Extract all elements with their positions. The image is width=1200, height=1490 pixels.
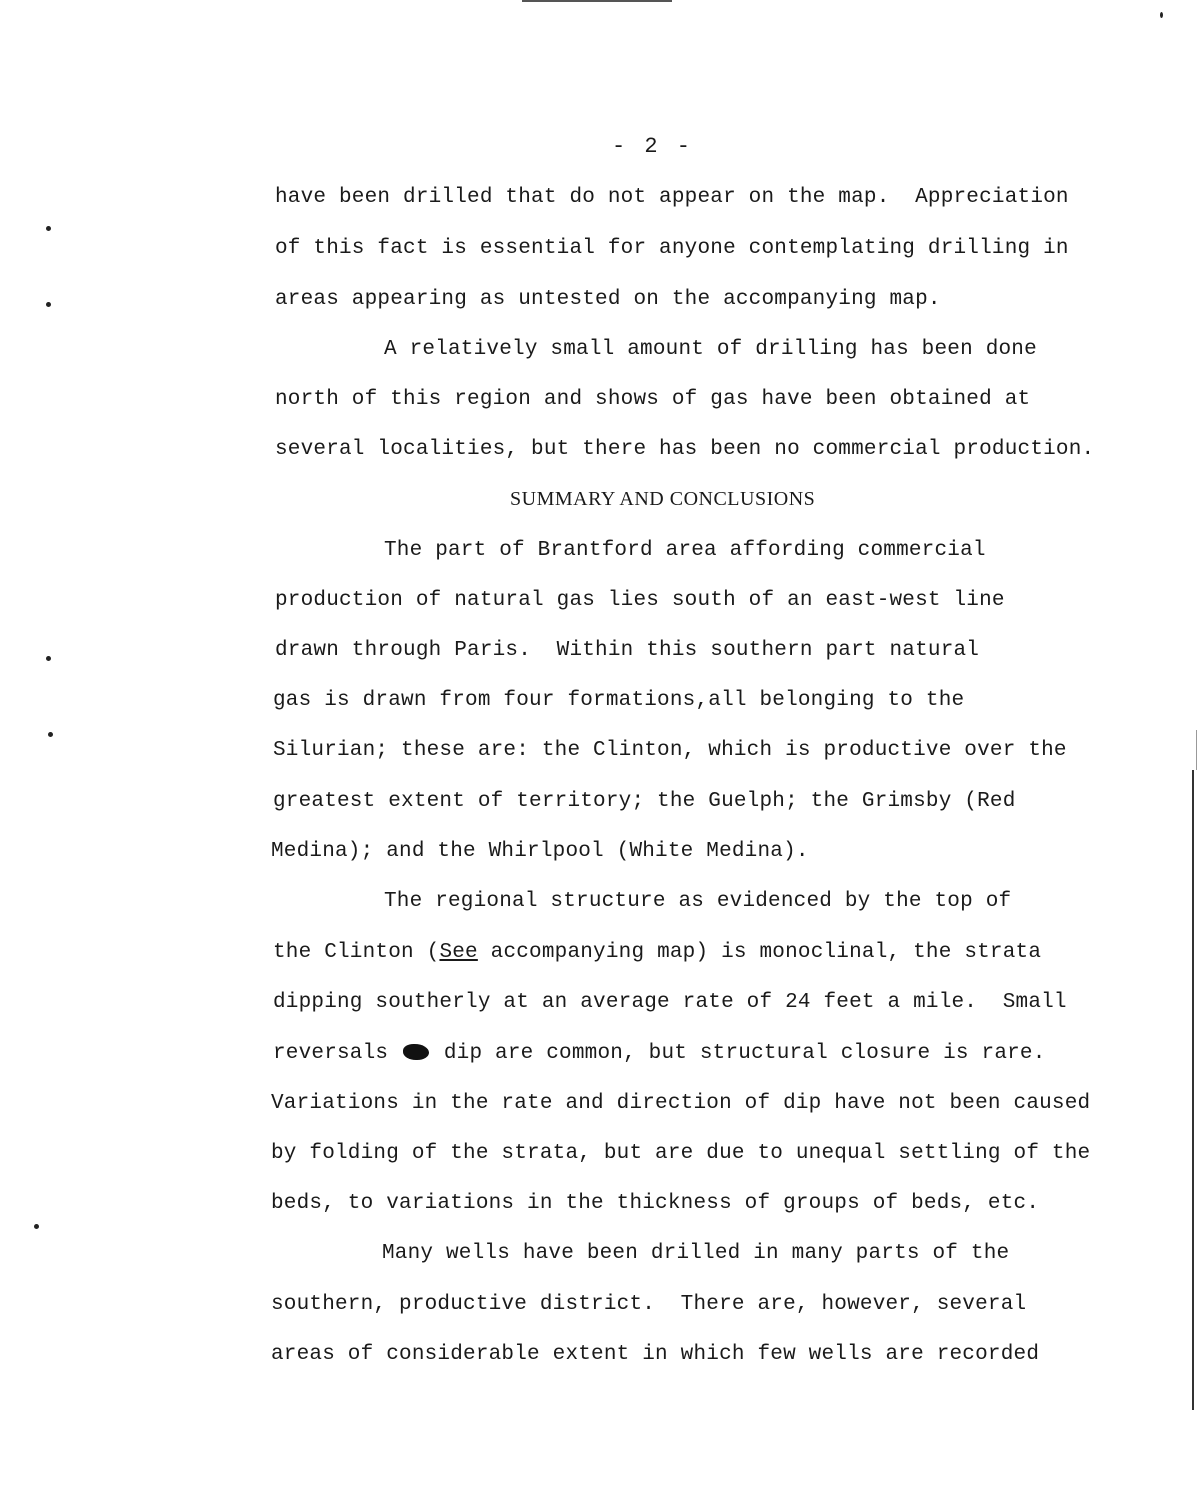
top-edge-rule xyxy=(522,0,672,2)
text-line: north of this region and shows of gas have been obtained at xyxy=(275,388,1031,411)
text-line: greatest extent of territory; the Guelph; the Grimsby (Red xyxy=(273,790,1016,813)
right-edge-rule xyxy=(1192,770,1194,1410)
text-line: beds, to variations in the thickness of groups of beds, etc. xyxy=(271,1192,1040,1215)
text-line xyxy=(273,940,1041,966)
ink-smudge xyxy=(403,1044,429,1060)
underlined-see: See xyxy=(439,941,478,964)
margin-speck xyxy=(46,302,51,307)
margin-speck xyxy=(46,226,51,231)
text-line: Many wells have been drilled in many parts of the xyxy=(382,1242,1010,1265)
text-segment: dip are common, but structural closure is rare. xyxy=(443,1042,1046,1065)
text-line: Medina); and the Whirlpool (White Medina). xyxy=(271,840,809,863)
text-line: have been drilled that do not appear on the map. Appreciation xyxy=(275,186,1069,209)
text-line: by folding of the strata, but are due to unequal settling of the xyxy=(271,1142,1091,1165)
right-edge-mark xyxy=(1196,730,1197,770)
text-line: drawn through Paris. Within this southern part natural xyxy=(275,639,980,662)
text-line: Variations in the rate and direction of dip have not been caused xyxy=(271,1092,1091,1115)
text-line: production of natural gas lies south of an east-west line xyxy=(275,589,1005,612)
margin-speck xyxy=(46,656,51,661)
margin-speck xyxy=(1160,12,1163,18)
text-line: dipping southerly at an average rate of 24 feet a mile. Small xyxy=(273,991,1067,1014)
text-line: southern, productive district. There are, however, several xyxy=(271,1293,1027,1316)
text-line: areas of considerable extent in which few wells are recorded xyxy=(271,1343,1040,1366)
text-line: several localities, but there has been no commercial production. xyxy=(275,438,1095,461)
page-number: - 2 - xyxy=(612,134,694,159)
text-segment: the Clinton ( xyxy=(273,941,440,964)
section-heading: SUMMARY AND CONCLUSIONS xyxy=(510,488,816,510)
text-line: Silurian; these are: the Clinton, which is productive over the xyxy=(273,739,1067,762)
margin-speck xyxy=(48,732,53,737)
text-line: The regional structure as evidenced by the top of xyxy=(384,890,1012,913)
text-line: The part of Brantford area affording commercial xyxy=(384,539,986,562)
text-segment: reversals xyxy=(273,1042,389,1065)
text-line: areas appearing as untested on the accompanying map. xyxy=(275,288,941,311)
margin-speck xyxy=(34,1224,39,1229)
text-line xyxy=(273,1041,1046,1067)
text-line: gas is drawn from four formations,all belonging to the xyxy=(273,689,965,712)
text-line: of this fact is essential for anyone contemplating drilling in xyxy=(275,237,1069,260)
text-segment: accompanying map) is monoclinal, the strata xyxy=(477,941,1042,964)
text-line: A relatively small amount of drilling has been done xyxy=(384,338,1037,361)
